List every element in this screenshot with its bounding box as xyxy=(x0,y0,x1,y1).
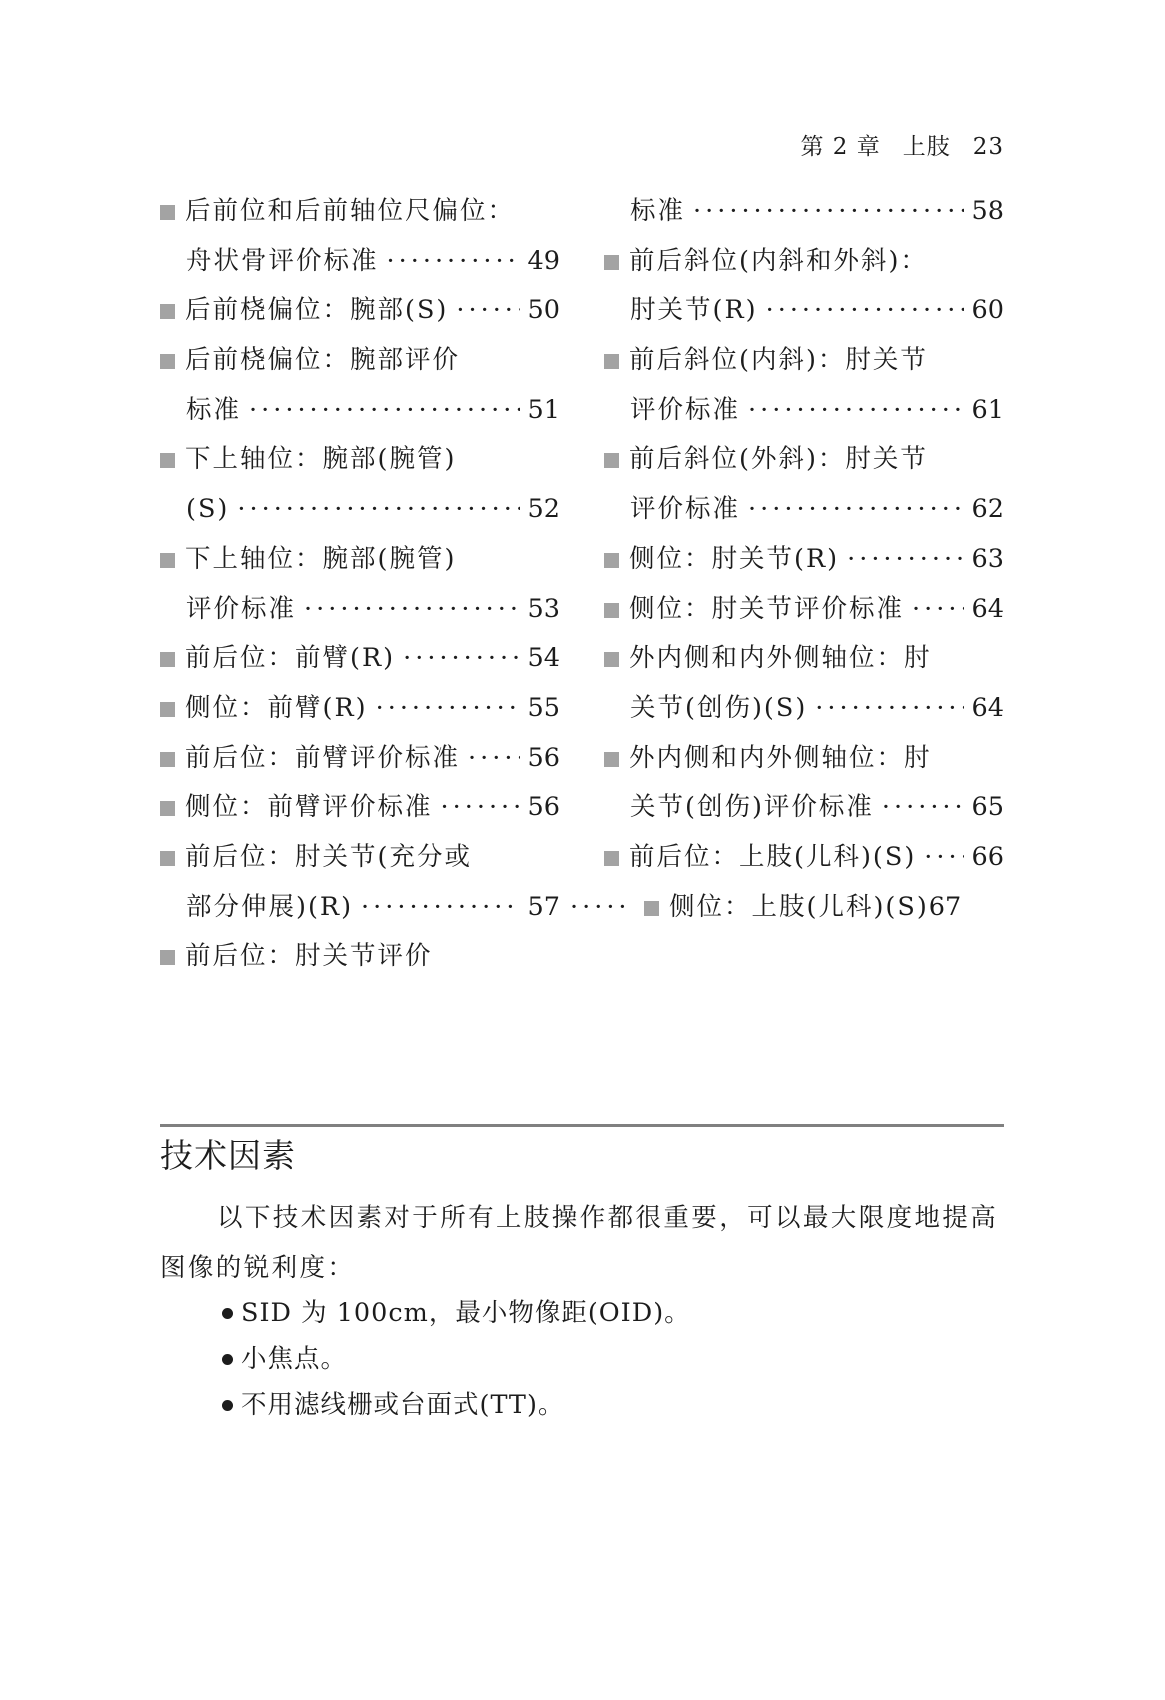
section-title: 技术因素 xyxy=(160,1136,296,1175)
toc-entry-text: 前后位：肘关节评价 xyxy=(185,941,433,972)
toc-entry-text: 关节(创伤)评价标准 xyxy=(630,792,874,823)
dot-leader xyxy=(376,684,520,734)
toc-entry xyxy=(160,386,560,436)
dot-leader xyxy=(912,585,964,635)
dot-leader xyxy=(361,883,520,933)
square-bullet-icon xyxy=(160,950,175,965)
page-number: 23 xyxy=(972,134,1004,160)
toc-entry-text: 侧位：上肢(儿科)(S) xyxy=(669,891,929,922)
toc-entry xyxy=(604,336,1004,386)
toc-entry-text: (S) xyxy=(186,494,230,525)
toc-entry xyxy=(160,535,560,585)
toc-entry xyxy=(160,435,560,485)
section-label: 上肢 xyxy=(902,134,951,160)
square-bullet-icon xyxy=(160,752,175,767)
dot-leader xyxy=(304,585,520,635)
toc-page-number: 52 xyxy=(527,494,560,525)
square-bullet-icon xyxy=(160,354,175,369)
toc-entry-text: 标准 xyxy=(630,196,686,226)
toc-entry xyxy=(604,734,1004,784)
toc-entry-text: 下上轴位：腕部(腕管) xyxy=(185,444,457,475)
toc-page-number: 54 xyxy=(527,643,560,674)
dot-leader xyxy=(766,286,964,336)
toc-entry xyxy=(160,932,560,982)
toc-entry xyxy=(160,585,560,635)
square-bullet-icon xyxy=(160,453,175,468)
square-bullet-icon xyxy=(644,901,659,916)
toc-page-number: 64 xyxy=(971,593,1004,624)
toc-entry xyxy=(604,783,1004,833)
toc-page-number: 50 xyxy=(527,295,560,326)
toc-entry xyxy=(604,485,1004,535)
square-bullet-icon xyxy=(604,453,619,468)
section-paragraph: 以下技术因素对于所有上肢操作都很重要，可以最大限度地提高图像的锐利度： xyxy=(160,1203,999,1283)
toc-page-number: 55 xyxy=(527,692,560,723)
toc-entry-text: 前后位：前臂评价标准 xyxy=(185,742,461,773)
toc-entry-text: 关节(创伤)(S) xyxy=(630,692,808,723)
toc-entry-text: 侧位：前臂评价标准 xyxy=(185,792,433,823)
bullet-dot-icon xyxy=(222,1354,233,1365)
toc-entry-text: 侧位：前臂(R) xyxy=(185,692,368,723)
toc-entry xyxy=(160,684,560,734)
toc-entry xyxy=(160,833,560,883)
dot-leader xyxy=(748,485,964,535)
toc-page-number: 49 xyxy=(527,245,560,276)
toc-entry-text: 评价标准 xyxy=(630,494,741,525)
toc-entry xyxy=(160,237,560,287)
toc-entry xyxy=(160,485,560,535)
toc-page-number: 65 xyxy=(971,792,1004,823)
toc-page-number: 57 xyxy=(527,891,560,922)
square-bullet-icon xyxy=(604,652,619,667)
toc-right-column xyxy=(604,187,1004,932)
toc-page-number: 61 xyxy=(971,394,1004,425)
square-bullet-icon xyxy=(604,752,619,767)
toc-page-number: 66 xyxy=(971,841,1004,872)
bullet-dot-icon xyxy=(222,1400,233,1411)
toc-entry-text: 后前桡偏位：腕部评价 xyxy=(185,345,461,376)
toc-page-number: 56 xyxy=(527,742,560,773)
bullet-item xyxy=(222,1290,691,1336)
toc-entry-text: 外内侧和内外侧轴位：肘 xyxy=(629,742,932,773)
bullet-dot-icon xyxy=(222,1308,233,1319)
bullet-item xyxy=(222,1336,691,1382)
toc-entry-text: 侧位：肘关节评价标准 xyxy=(629,593,905,624)
square-bullet-icon xyxy=(160,205,175,220)
square-bullet-icon xyxy=(604,851,619,866)
toc-entry xyxy=(604,535,1004,585)
toc-entry xyxy=(604,585,1004,635)
square-bullet-icon xyxy=(160,304,175,319)
toc-entry xyxy=(160,187,560,237)
toc-entry xyxy=(570,883,1004,933)
dot-leader xyxy=(748,386,964,436)
dot-leader xyxy=(237,485,519,535)
dot-leader xyxy=(249,386,520,436)
toc-page-number: 64 xyxy=(971,692,1004,723)
bullet-text: SID 为 100cm，最小物像距(OID)。 xyxy=(241,1298,691,1328)
toc-entry xyxy=(604,684,1004,734)
square-bullet-icon xyxy=(604,553,619,568)
toc-entry-text: 侧位：肘关节(R) xyxy=(629,543,840,574)
dot-leader xyxy=(693,187,964,237)
toc-entry-text: 下上轴位：腕部(腕管) xyxy=(185,543,457,574)
toc-page-number: 67 xyxy=(928,891,962,922)
toc-entry xyxy=(604,435,1004,485)
toc-entry-text: 标准 xyxy=(186,394,242,425)
dot-leader xyxy=(441,783,520,833)
toc-entry-text: 部分伸展)(R) xyxy=(186,891,354,922)
toc-entry xyxy=(160,883,560,933)
chapter-label: 第 2 章 xyxy=(800,134,881,160)
square-bullet-icon xyxy=(160,851,175,866)
square-bullet-icon xyxy=(160,652,175,667)
dot-leader xyxy=(456,286,519,336)
toc-entry-text: 前后斜位(外斜)：肘关节 xyxy=(629,444,928,475)
bullet-text: 不用滤线栅或台面式(TT)。 xyxy=(241,1390,565,1420)
toc-entry-text: 评价标准 xyxy=(186,593,297,624)
toc-page-number: 51 xyxy=(527,394,560,425)
dot-leader xyxy=(403,634,519,684)
toc-page-number: 60 xyxy=(971,295,1004,326)
square-bullet-icon xyxy=(604,603,619,618)
toc-page-number: 53 xyxy=(527,593,560,624)
toc-entry xyxy=(160,286,560,336)
dot-leader xyxy=(924,833,963,883)
toc-entry xyxy=(604,386,1004,436)
section-divider xyxy=(160,1124,1004,1127)
square-bullet-icon xyxy=(604,354,619,369)
toc-entry-text: 后前桡偏位：腕部(S) xyxy=(185,295,449,326)
bullet-item xyxy=(222,1382,691,1428)
dot-leader xyxy=(570,883,630,933)
toc-entry xyxy=(604,286,1004,336)
dot-leader xyxy=(468,734,520,784)
square-bullet-icon xyxy=(604,255,619,270)
bullet-list xyxy=(222,1290,691,1428)
toc-entry-text: 舟状骨评价标准 xyxy=(186,245,379,276)
toc-page-number: 56 xyxy=(527,792,560,823)
square-bullet-icon xyxy=(160,702,175,717)
toc-entry-text: 评价标准 xyxy=(630,394,741,425)
toc-left-column xyxy=(160,187,560,982)
toc-entry-text: 前后位：前臂(R) xyxy=(185,643,396,674)
dot-leader xyxy=(815,684,963,734)
toc-page-number: 58 xyxy=(971,196,1004,226)
dot-leader xyxy=(387,237,520,287)
toc-entry-text: 后前位和后前轴位尺偏位： xyxy=(185,196,516,226)
toc-entry xyxy=(160,734,560,784)
toc-entry xyxy=(160,634,560,684)
square-bullet-icon xyxy=(160,801,175,816)
toc-entry xyxy=(604,237,1004,287)
toc-entry xyxy=(160,336,560,386)
bullet-text: 小焦点。 xyxy=(241,1344,348,1374)
toc-entry-text: 前后斜位(内斜和外斜)： xyxy=(629,245,928,276)
toc-entry xyxy=(604,634,1004,684)
toc-entry xyxy=(604,187,1004,237)
toc-entry-text: 前后斜位(内斜)：肘关节 xyxy=(629,345,928,376)
toc-entry-text: 前后位：肘关节(充分或 xyxy=(185,841,472,872)
running-header xyxy=(600,128,1004,161)
toc-entry-text: 前后位：上肢(儿科)(S) xyxy=(629,841,917,872)
toc-entry-text: 外内侧和内外侧轴位：肘 xyxy=(629,643,932,674)
square-bullet-icon xyxy=(160,553,175,568)
toc-entry xyxy=(160,783,560,833)
toc-page-number: 62 xyxy=(971,494,1004,525)
dot-leader xyxy=(847,535,963,585)
toc-page-number: 63 xyxy=(971,543,1004,574)
toc-entry xyxy=(604,833,1004,883)
dot-leader xyxy=(882,783,964,833)
toc-entry-text: 肘关节(R) xyxy=(630,295,758,326)
